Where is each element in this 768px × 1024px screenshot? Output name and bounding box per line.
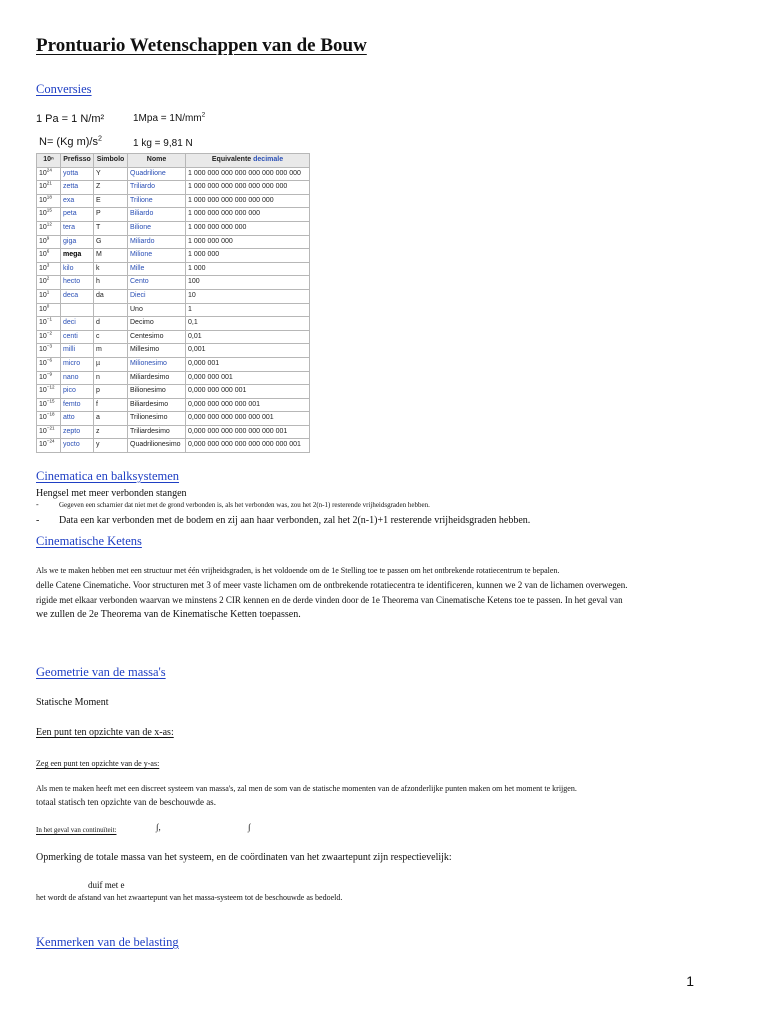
table-row (37, 167, 310, 181)
table-cell: M (94, 249, 128, 263)
table-cell: k (94, 262, 128, 276)
bullet-dash: - (36, 500, 39, 509)
text-duif: duif met e (88, 880, 125, 890)
table-row (37, 371, 310, 385)
table-cell[interactable]: Trilione (128, 194, 186, 208)
table-row (37, 276, 310, 290)
paragraph-ketens-3: rigide met elkaar verbonden waarvan we minstens 2 CIR kennen en de derde vinden door de 1e Theorema van Cinematische Ketens toe te passen. In het geval van (36, 595, 623, 605)
table-cell[interactable]: micro (61, 357, 94, 371)
table-cell[interactable]: mega (61, 249, 94, 263)
bullet-text-1: Gegeven een scharnier dat niet met de grond verbonden is, als het verbonden was, zou het 2(n-1) resterende vrijheidsgraden hebben. (59, 501, 430, 509)
table-cell: c (94, 330, 128, 344)
text-continuiteit: In het geval van continuïteit: (36, 826, 117, 834)
table-cell[interactable]: Milione (128, 249, 186, 263)
paragraph-ketens-4: we zullen de 2e Theorema van de Kinematische Ketten toepassen. (36, 609, 301, 620)
table-header-row (37, 154, 310, 168)
table-cell: h (94, 276, 128, 290)
table-cell[interactable]: Miliardo (128, 235, 186, 249)
table-cell: 1 000 000 000 000 000 000 000 000 (186, 167, 310, 181)
table-cell: G (94, 235, 128, 249)
table-cell: 0,000 000 000 000 000 001 (186, 412, 310, 426)
table-cell[interactable]: deci (61, 317, 94, 331)
table-row (37, 412, 310, 426)
table-row (37, 344, 310, 358)
formula-kg: 1 kg = 9,81 N (133, 138, 193, 149)
table-cell[interactable]: tera (61, 221, 94, 235)
table-cell: y (94, 439, 128, 453)
table-cell: 0,000 000 000 000 000 000 001 (186, 425, 310, 439)
table-cell: m (94, 344, 128, 358)
table-row (37, 194, 310, 208)
formula-pascal: 1 Pa = 1 N/m² (36, 113, 105, 125)
table-row (37, 208, 310, 222)
table-cell[interactable]: Dieci (128, 289, 186, 303)
table-cell[interactable]: Cento (128, 276, 186, 290)
table-row (37, 425, 310, 439)
table-cell: 1 000 000 000 000 000 000 000 (186, 181, 310, 195)
table-cell[interactable]: Mille (128, 262, 186, 276)
section-heading-cinematica[interactable]: Cinematica en balksystemen (36, 469, 180, 483)
table-cell[interactable]: zetta (61, 181, 94, 195)
section-heading-conversies[interactable]: Conversies (36, 82, 92, 96)
table-cell[interactable]: Millesimo (128, 344, 186, 358)
table-header-cell: Simbolo (94, 154, 128, 168)
table-cell: $10^1$ (37, 289, 61, 303)
table-cell: E (94, 194, 128, 208)
text-punt-y: Zeg een punt ten opzichte van de y-as: (36, 759, 160, 768)
table-cell: $10^{-2}$ (37, 330, 61, 344)
table-row (37, 398, 310, 412)
table-cell: 0,000 000 001 (186, 371, 310, 385)
table-header-cell: 10ⁿ (37, 154, 61, 168)
table-cell[interactable]: milli (61, 344, 94, 358)
table-cell: d (94, 317, 128, 331)
table-cell: 1 000 000 000 000 000 (186, 208, 310, 222)
table-cell: $10^{-3}$ (37, 344, 61, 358)
table-cell[interactable]: Triliardesimo (128, 425, 186, 439)
table-cell[interactable]: giga (61, 235, 94, 249)
section-heading-geometrie[interactable]: Geometrie van de massa's (36, 665, 166, 679)
integral-symbol: ∫ (248, 822, 251, 832)
section-heading-belasting[interactable]: Kenmerken van de belasting (36, 935, 179, 949)
table-cell[interactable]: peta (61, 208, 94, 222)
text-hengsel: Hengsel met meer verbonden stangen (36, 488, 187, 499)
table-row (37, 385, 310, 399)
table-cell: z (94, 425, 128, 439)
table-cell: $10^{-9}$ (37, 371, 61, 385)
table-cell[interactable]: pico (61, 385, 94, 399)
table-cell: $10^0$ (37, 303, 61, 317)
table-cell: 10 (186, 289, 310, 303)
paragraph-massa-2: totaal statisch ten opzichte van de beschouwde as. (36, 797, 216, 807)
table-cell: $10^6$ (37, 249, 61, 263)
table-row (37, 181, 310, 195)
table-row (37, 330, 310, 344)
page-number: 1 (686, 973, 694, 989)
table-cell[interactable]: femto (61, 398, 94, 412)
table-cell: $10^2$ (37, 276, 61, 290)
table-cell[interactable]: deca (61, 289, 94, 303)
table-cell: Y (94, 167, 128, 181)
paragraph-massa-1: Als men te maken heeft met een discreet systeem van massa's, zal men de som van de statische momenten van de afzonderlijke punten maken om het moment te krijgen. (36, 784, 577, 793)
table-row (37, 439, 310, 453)
table-cell[interactable]: atto (61, 412, 94, 426)
table-cell: $10^{12}$ (37, 221, 61, 235)
table-cell[interactable]: Decimo (128, 317, 186, 331)
table-cell: $10^{18}$ (37, 194, 61, 208)
table-cell: $10^{21}$ (37, 181, 61, 195)
table-cell: 100 (186, 276, 310, 290)
table-cell[interactable]: Quadrilione (128, 167, 186, 181)
table-cell: $10^{15}$ (37, 208, 61, 222)
table-cell[interactable]: exa (61, 194, 94, 208)
table-cell: 1 000 000 000 (186, 235, 310, 249)
integral-symbol: ∫, (156, 822, 161, 832)
table-cell: 0,1 (186, 317, 310, 331)
table-cell: $10^9$ (37, 235, 61, 249)
table-row (37, 317, 310, 331)
si-prefix-table (36, 153, 310, 453)
table-cell: 0,000 000 000 000 000 000 000 001 (186, 439, 310, 453)
table-cell[interactable]: Bilione (128, 221, 186, 235)
table-cell: P (94, 208, 128, 222)
table-cell: 1 000 000 000 000 000 000 (186, 194, 310, 208)
table-cell: 0,001 (186, 344, 310, 358)
section-heading-ketens[interactable]: Cinematische Ketens (36, 534, 142, 548)
table-cell[interactable]: yotta (61, 167, 94, 181)
table-cell: a (94, 412, 128, 426)
table-cell[interactable]: Quadrilionesimo (128, 439, 186, 453)
bullet-dash: - (36, 515, 40, 526)
table-cell: $10^{-1}$ (37, 317, 61, 331)
text-opmerking: Opmerking de totale massa van het systeem, en de coördinaten van het zwaartepunt zijn respectievelijk: (36, 852, 452, 863)
table-cell: Z (94, 181, 128, 195)
table-cell[interactable]: nano (61, 371, 94, 385)
table-cell[interactable]: Bilionesimo (128, 385, 186, 399)
table-cell: $10^{24}$ (37, 167, 61, 181)
table-cell[interactable]: yocto (61, 439, 94, 453)
table-cell: $10^3$ (37, 262, 61, 276)
table-cell: $10^{-6}$ (37, 357, 61, 371)
formula-mpa: $1Mpa = 1N/mm^2$ (133, 111, 206, 124)
table-cell (61, 303, 94, 317)
table-cell: $10^{-21}$ (37, 425, 61, 439)
table-cell: 1 000 (186, 262, 310, 276)
text-punt-x: Een punt ten opzichte van de x-as: (36, 727, 174, 738)
paragraph-ketens-1: Als we te maken hebben met een structuur met één vrijheidsgraden, is het voldoende om de 1e Stelling toe te passen om het ontbrekende rotatiecentrum te bepalen. (36, 566, 560, 575)
table-cell[interactable]: Milionesimo (128, 357, 186, 371)
header-link-decimale[interactable]: decimale (253, 156, 284, 163)
table-cell[interactable]: Biliardesimo (128, 398, 186, 412)
table-header-cell: Equivalente decimale (186, 154, 310, 168)
table-cell[interactable]: Biliardo (128, 208, 186, 222)
table-row (37, 357, 310, 371)
table-cell: 0,01 (186, 330, 310, 344)
table-cell: 1 000 000 (186, 249, 310, 263)
table-cell[interactable]: Trilionesimo (128, 412, 186, 426)
table-cell: $10^{-15}$ (37, 398, 61, 412)
table-cell[interactable]: Miliardesimo (128, 371, 186, 385)
paragraph-ketens-2: delle Catene Cinematiche. Voor structuren met 3 of meer vaste lichamen om de ontbrekende rotatiecentra te identificeren, kunnen we 2 van de lichamen overwegen. (36, 580, 628, 590)
table-header-cell: Nome (128, 154, 186, 168)
page-title: Prontuario Wetenschappen van de Bouw (36, 35, 367, 56)
table-cell[interactable]: Triliardo (128, 181, 186, 195)
table-cell: 0,000 000 000 001 (186, 385, 310, 399)
table-row (37, 235, 310, 249)
table-cell: µ (94, 357, 128, 371)
table-cell: $10^{-18}$ (37, 412, 61, 426)
table-cell (94, 303, 128, 317)
table-cell: da (94, 289, 128, 303)
table-header-cell: Prefisso (61, 154, 94, 168)
table-cell: T (94, 221, 128, 235)
table-row (37, 303, 310, 317)
formula-newton: N= (Kg $m)/s^2$ (39, 134, 102, 148)
table-row (37, 262, 310, 276)
table-row (37, 221, 310, 235)
table-row (37, 289, 310, 303)
table-cell[interactable]: hecto (61, 276, 94, 290)
table-cell[interactable]: Uno (128, 303, 186, 317)
table-cell: 0,000 000 000 000 001 (186, 398, 310, 412)
table-cell: 1 000 000 000 000 (186, 221, 310, 235)
table-cell: n (94, 371, 128, 385)
table-cell: f (94, 398, 128, 412)
table-cell[interactable]: zepto (61, 425, 94, 439)
text-afstand: het wordt de afstand van het zwaartepunt van het massa-systeem tot de beschouwde as bedoeld. (36, 893, 343, 902)
table-cell[interactable]: centi (61, 330, 94, 344)
table-cell: p (94, 385, 128, 399)
table-cell: $10^{-24}$ (37, 439, 61, 453)
bullet-text-2: Data een kar verbonden met de bodem en zij aan haar verbonden, zal het 2(n-1)+1 resterende vrijheidsgraden hebben. (59, 515, 531, 526)
table-cell: 1 (186, 303, 310, 317)
table-cell[interactable]: Centesimo (128, 330, 186, 344)
text-statische-moment: Statische Moment (36, 697, 109, 708)
table-cell[interactable]: kilo (61, 262, 94, 276)
table-cell: 0,000 001 (186, 357, 310, 371)
table-row (37, 249, 310, 263)
table-cell: $10^{-12}$ (37, 385, 61, 399)
